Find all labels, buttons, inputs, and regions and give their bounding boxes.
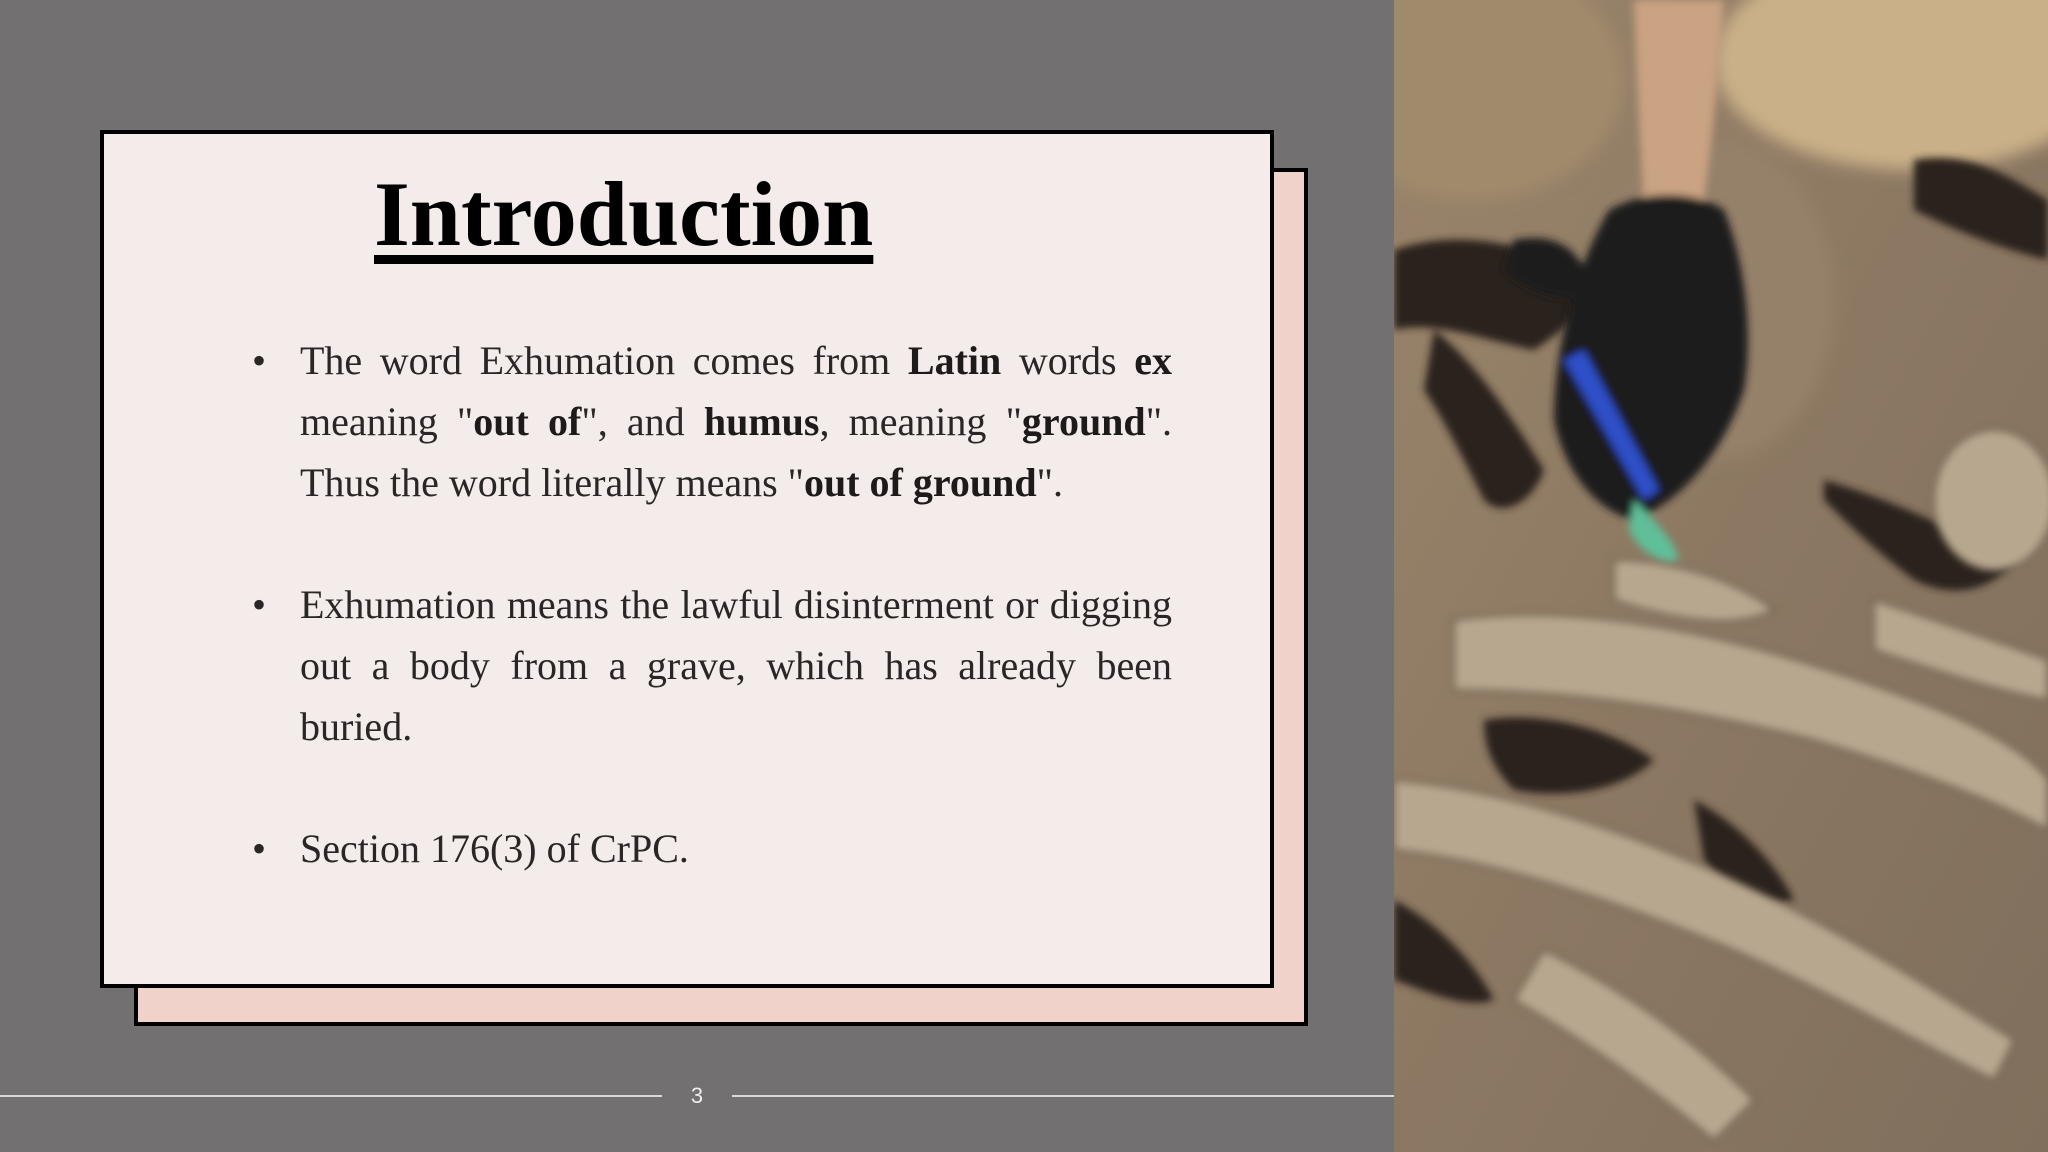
bullet-item: [252, 574, 1172, 757]
text-run: ". Thus the word literally means ": [300, 399, 1173, 505]
bullet-dot-icon: •: [252, 826, 267, 871]
bullet-dot-icon: •: [252, 582, 267, 627]
bullet-text: [300, 338, 1172, 505]
text-run: words: [1001, 338, 1135, 383]
bullet-text: [300, 826, 689, 871]
footer-line-left: [0, 1095, 662, 1097]
text-run: , meaning ": [819, 399, 1022, 444]
bullet-list: [252, 330, 1172, 940]
slide-title: Introduction: [374, 163, 874, 265]
text-run: ".: [1036, 460, 1063, 505]
bold-term: out of: [473, 399, 582, 444]
text-run: Exhumation means the lawful disinterment or digging out a body from a grave, which has already been buried.: [300, 582, 1172, 749]
bold-term: ground: [1021, 399, 1146, 444]
page-number: 3: [690, 1083, 704, 1108]
text-run: Section 176(3) of CrPC.: [300, 826, 689, 871]
text-run: meaning ": [300, 399, 474, 444]
bold-term: ex: [1134, 338, 1172, 383]
bold-term: out of ground: [803, 460, 1037, 505]
bold-term: Latin: [907, 338, 1002, 383]
excavation-photo: [1394, 0, 2048, 1152]
bullet-text: [300, 582, 1172, 749]
bold-term: humus: [703, 399, 820, 444]
text-run: ", and: [581, 399, 704, 444]
excavation-photo-art: [1394, 0, 2048, 1152]
bullet-dot-icon: •: [252, 338, 267, 383]
bullet-item: [252, 330, 1172, 513]
footer-line-right: [732, 1095, 1394, 1097]
content-card: [100, 130, 1274, 988]
bullet-item: [252, 818, 1172, 879]
text-run: The word Exhumation comes from: [300, 338, 908, 383]
